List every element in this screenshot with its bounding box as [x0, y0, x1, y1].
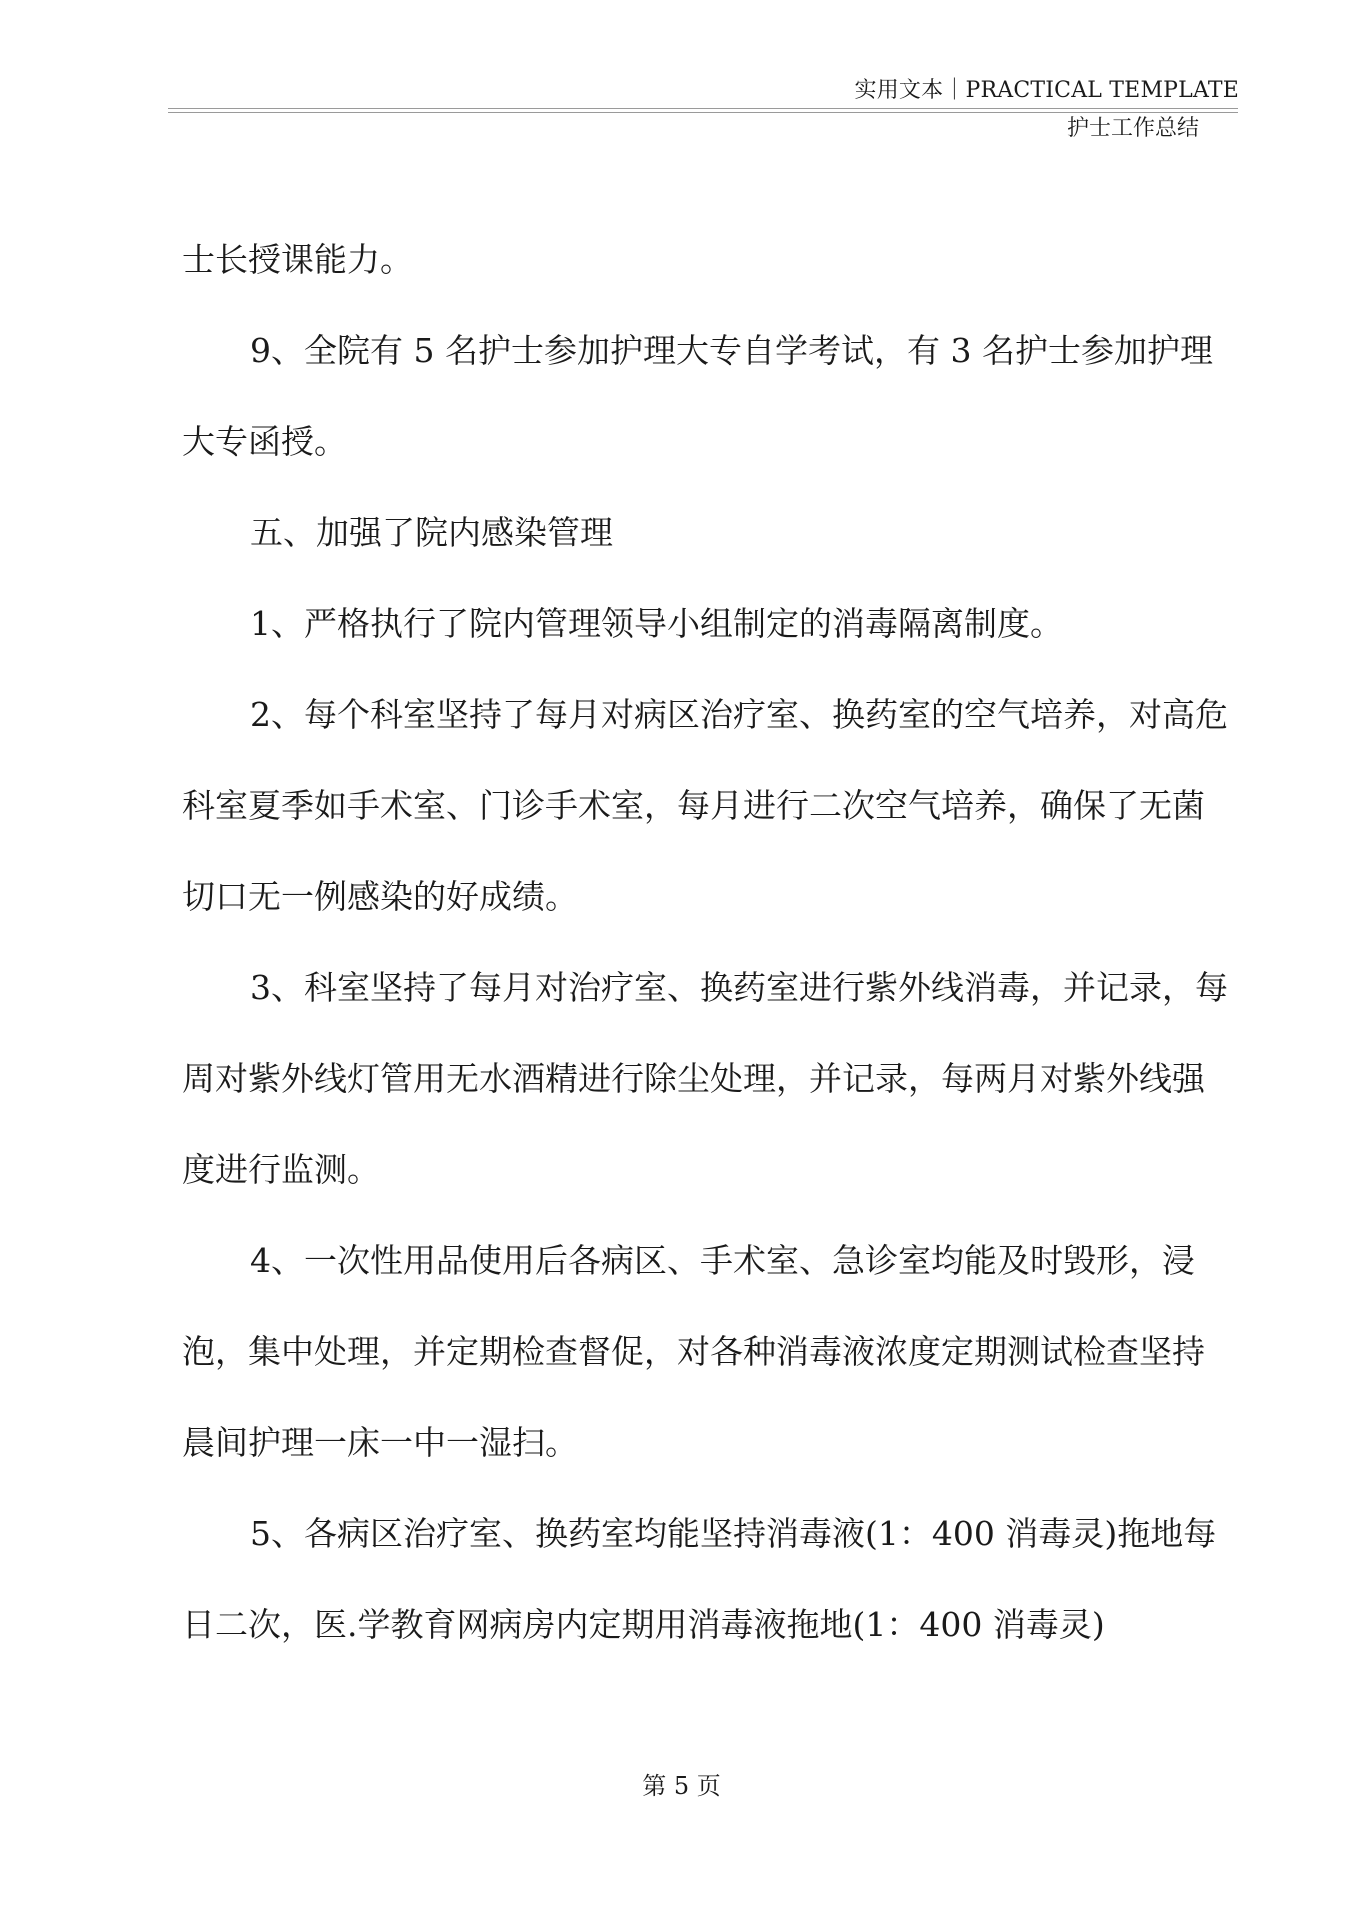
header-title: 实用文本｜PRACTICAL TEMPLATE [854, 78, 1239, 103]
header-rule-bottom [168, 112, 1238, 113]
header-rule-top [168, 108, 1238, 109]
paragraph-7: 5、各病区治疗室、换药室均能坚持消毒液(1：400 消毒灵)拖地每日二次，医.学教育网病房内定期用消毒液拖地(1：400 消毒灵) [182, 1514, 1217, 1644]
paragraph-2: 9、全院有 5 名护士参加护理大专自学考试，有 3 名护士参加护理大专函授。 [182, 331, 1213, 461]
paragraph-4: 2、每个科室坚持了每月对病区治疗室、换药室的空气培养，对高危科室夏季如手术室、门诊手术室，每月进行二次空气培养，确保了无菌切口无一例感染的好成绩。 [182, 695, 1228, 916]
paragraph-3: 1、严格执行了院内管理领导小组制定的消毒隔离制度。 [250, 604, 1063, 643]
document-body [182, 214, 1232, 1670]
page-number: 第 5 页 [642, 1772, 721, 1800]
paragraph-6: 4、一次性用品使用后各病区、手术室、急诊室均能及时毁形，浸泡，集中处理，并定期检查督促，对各种消毒液浓度定期测试检查坚持晨间护理一床一中一湿扫。 [182, 1241, 1205, 1462]
paragraph-1: 士长授课能力。 [182, 240, 413, 279]
section-heading: 五、加强了院内感染管理 [250, 513, 613, 552]
header-subtitle: 护士工作总结 [1066, 116, 1199, 141]
paragraph-5: 3、科室坚持了每月对治疗室、换药室进行紫外线消毒，并记录，每周对紫外线灯管用无水酒精进行除尘处理，并记录，每两月对紫外线强度进行监测。 [182, 968, 1228, 1189]
